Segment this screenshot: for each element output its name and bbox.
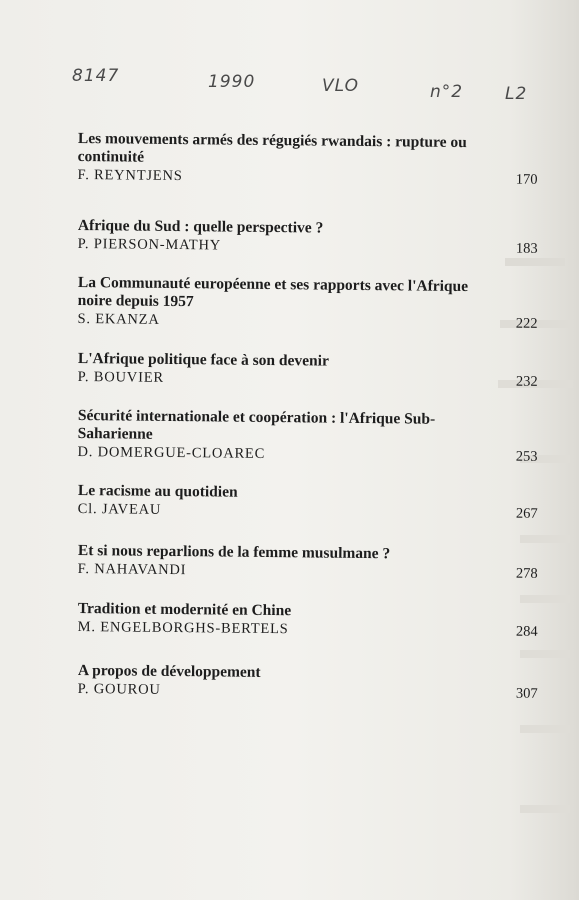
- page-number: 222: [515, 315, 538, 332]
- article-author: Cl. JAVEAU: [77, 500, 162, 518]
- handwritten-code: L2: [505, 84, 528, 104]
- show-through-mark: [505, 258, 565, 266]
- page-number: 307: [515, 685, 538, 702]
- article-author: F. NAHAVANDI: [77, 560, 187, 579]
- handwritten-catalog-number: 8147: [72, 66, 120, 86]
- handwritten-issue: n°2: [430, 82, 464, 102]
- show-through-mark: [520, 650, 570, 658]
- article-title: Afrique du Sud : quelle perspective ?: [77, 217, 324, 237]
- article-author: F. REYNTJENS: [77, 166, 183, 185]
- article-title: Le racisme au quotidien: [77, 482, 238, 501]
- article-author: D. DOMERGUE-CLOAREC: [77, 443, 266, 462]
- show-through-mark: [520, 595, 570, 603]
- page-number: 284: [515, 623, 538, 640]
- toc-entry: [78, 217, 538, 258]
- article-title: Sécurité internationale et coopération : l'Afrique Sub-Saharienne: [77, 407, 436, 443]
- article-title: La Communauté européenne et ses rapports avec l'Afrique noire depuis 1957: [77, 274, 469, 311]
- page-number: 232: [515, 373, 538, 390]
- page-number: 267: [515, 505, 538, 522]
- article-title: L'Afrique politique face à son devenir: [77, 350, 330, 370]
- toc-entry: [77, 130, 538, 189]
- article-title: Les mouvements armés des régugiés rwandais : rupture ou continuité: [77, 130, 467, 166]
- page-number: 170: [515, 171, 538, 188]
- page-number: 278: [515, 565, 538, 582]
- handwritten-year: 1990: [208, 72, 256, 92]
- article-title: A propos de développement: [77, 662, 261, 681]
- article-author: P. PIERSON-MATHY: [77, 235, 222, 254]
- article-author: P. GOUROU: [77, 680, 161, 698]
- toc-entry: [78, 542, 538, 583]
- toc-entry: [78, 662, 538, 703]
- toc-entry: [78, 482, 538, 523]
- article-author: P. BOUVIER: [77, 368, 164, 386]
- show-through-mark: [520, 535, 570, 543]
- page-number: 253: [515, 448, 538, 465]
- article-author: M. ENGELBORGHS-BERTELS: [77, 618, 289, 638]
- show-through-mark: [520, 805, 570, 813]
- toc-entry: [78, 600, 538, 641]
- toc-entry: [77, 407, 538, 466]
- toc-entry: [77, 274, 538, 333]
- article-title: Tradition et modernité en Chine: [77, 600, 292, 620]
- handwritten-volume: VLO: [322, 76, 359, 96]
- article-title: Et si nous reparlions de la femme musulmane ?: [77, 542, 391, 563]
- page-number: 183: [515, 240, 538, 257]
- show-through-mark: [520, 725, 570, 733]
- article-author: S. EKANZA: [77, 310, 160, 328]
- toc-entry: [78, 350, 538, 391]
